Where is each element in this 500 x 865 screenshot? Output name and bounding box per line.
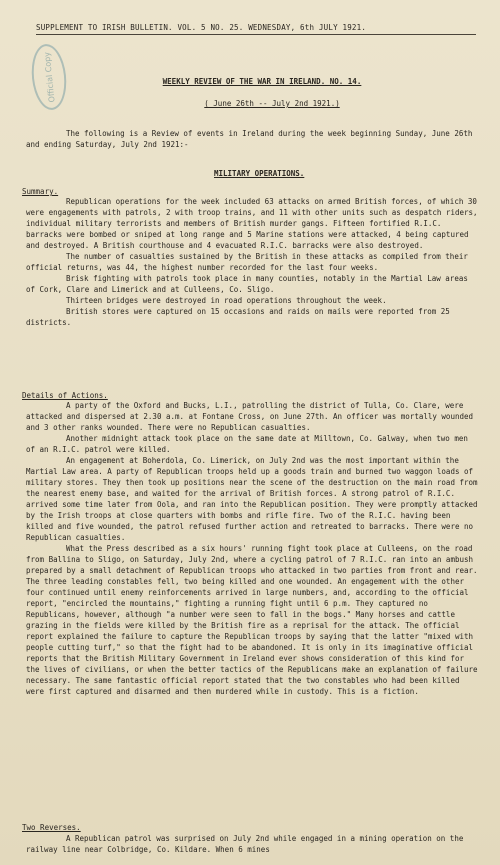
military-operations-heading: MILITARY OPERATIONS.: [214, 169, 305, 178]
intro-text: The following is a Review of events in Ireland during the week beginning Sunday, June 26th and ending Saturday, July 2nd 1921:-: [26, 129, 473, 149]
details-paragraph: A party of the Oxford and Bucks, L.I., patrolling the district of Tulla, Co. Clare, were attacked and dispersed at 2.30 a.m. at Fontane Cross, on June 27th. An officer was mortally wounded and 3 other ranks wounded. There were no Republican casualties.: [26, 401, 474, 432]
summary-paragraph: Republican operations for the week included 63 attacks on armed British forces, of which 30 were engagements with patrols, 2 with troop trains, and 11 with other units such as despatch riders, individual military terrorists and members of British murder gangs. Fifteen fortified R.I.C. barracks were bombed or sniped at long range and 5 Marine stations were attacked, 4 being captured and destroyed. A British courthouse and 4 evacuated R.I.C. barracks were also destroyed.: [26, 197, 478, 250]
masthead: SUPPLEMENT TO IRISH BULLETIN. VOL. 5 NO. 25. WEDNESDAY, 6th JULY 1921.: [36, 22, 476, 35]
details-paragraph: An engagement at Boherdola, Co. Limerick, on July 2nd was the most important within the Martial Law area. A party of Republican troops held up a goods train and burned two waggon loads of military stores. They then took up positions near the scene of the destruction on the main road from the nearest enemy base, and waited for the arrival of British forces. A strong patrol of R.I.C. arrived some time later from Oola, and ran into the Republican position. They were promptly attacked by the Irish troops at close quarters with bombs and rifle fire. Two of the R.I.C. having been killed and five wounded, the patrol refused further action and retreated to barracks. There were no Republican casualties.: [26, 456, 478, 542]
reverses-paragraph: A Republican patrol was surprised on July 2nd while engaged in a mining operation on the railway line near Colbridge, Co. Kildare. When 6 mines: [26, 834, 464, 854]
summary-paragraph: Thirteen bridges were destroyed in road operations throughout the week.: [66, 296, 387, 305]
details-heading: Details of Actions.: [22, 391, 108, 400]
reverses-heading: Two Reverses.: [22, 823, 81, 832]
reverses-section: [26, 833, 478, 855]
details-paragraph: What the Press described as a six hours' running fight took place at Culleens, on the road from Ballina to Sligo, on Saturday, July 2nd, where a cycling patrol of 7 R.I.C. ran into an ambush prepared by a small detachment of Republican troops who attacked in two parties from front and rear. The three leading constables fell, two being killed and one wounded. An engagement with the other four continued until enemy reinforcements arrived in large numbers, and, according to the official report, "encircled the mountains," fighting a running fight until 6 p.m. They captured no Republicans, however, although "a number were seen to fall in the bogs." Many horses and cattle grazing in the fields were killed by the British fire as a reprisal for the attack. The official report explained the failure to capture the Republican troops by saying that the latter "mixed with people cutting turf," so that the fight had to be abandoned. It is only in its imaginative official reports that the British Military Government in Ireland ever shows consideration of this kind for the lives of civilians, or when the better tactics of the Republicans make an explanation of failure necessary. The same fantastic official report stated that the two constables who had been killed were first captured and disarmed and then murdered while in custody. This is a fiction.: [26, 544, 478, 696]
summary-paragraph: British stores were captured on 15 occasions and raids on mails were reported from 25 districts.: [26, 307, 450, 327]
date-range: ( June 26th -- July 2nd 1921.): [204, 99, 340, 108]
details-section: [26, 400, 478, 697]
official-copy-stamp: [29, 42, 70, 111]
stamp-text: Official Copy: [41, 51, 57, 103]
intro-paragraph: [26, 128, 478, 150]
details-paragraph: Another midnight attack took place on the same date at Milltown, Co. Galway, when two men of an R.I.C. patrol were killed.: [26, 434, 468, 454]
summary-section: [26, 196, 478, 328]
summary-paragraph: Brisk fighting with patrols took place in many counties, notably in the Martial Law areas of Cork, Clare and Limerick and at Culleens, Co. Sligo.: [26, 274, 468, 294]
summary-paragraph: The number of casualties sustained by the British in these attacks as compiled from their official returns, was 44, the highest number recorded for the last four weeks.: [26, 252, 468, 272]
document-title: WEEKLY REVIEW OF THE WAR IN IRELAND. NO. 14.: [162, 77, 362, 86]
summary-heading: Summary.: [22, 187, 59, 196]
